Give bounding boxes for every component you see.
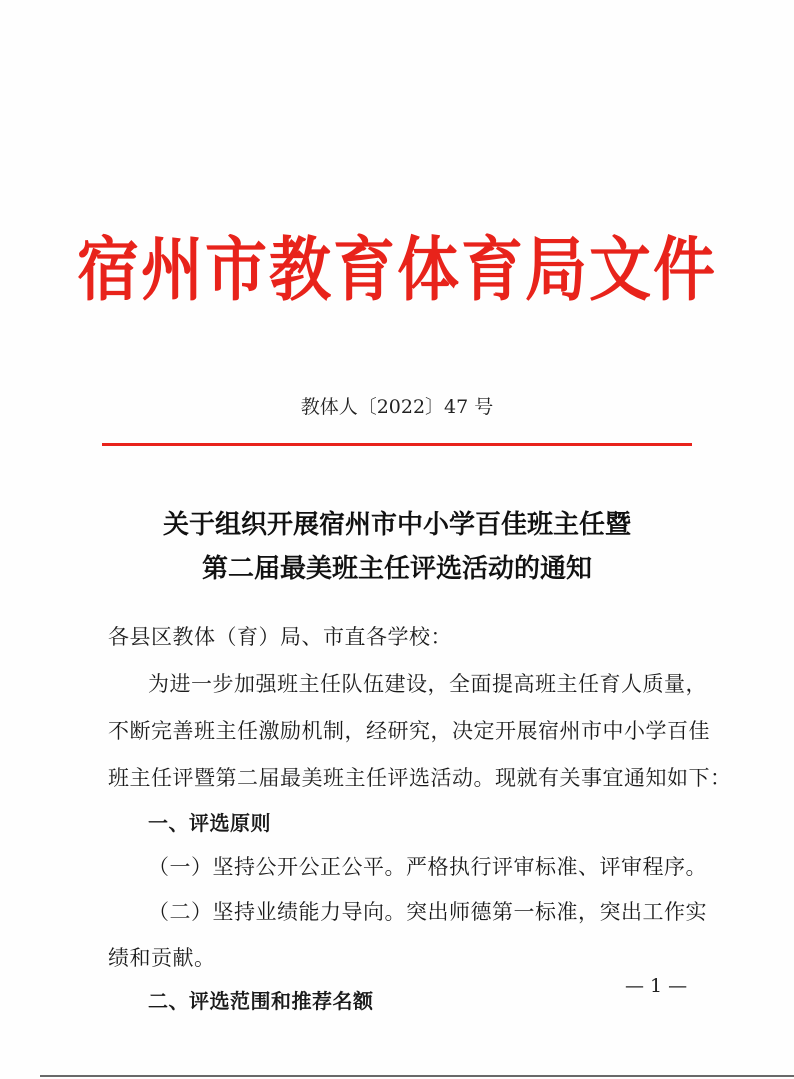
intro-line-3: 班主任评暨第二届最美班主任评选活动。现就有关事宜通知如下：: [108, 766, 732, 790]
section-1-heading: 一、评选原则: [148, 811, 271, 835]
page-number: — 1 —: [625, 975, 688, 997]
intro-line-1: 为进一步加强班主任队伍建设，全面提高班主任育人质量，: [148, 672, 707, 696]
notice-title-line-2: 第二届最美班主任评选活动的通知: [201, 554, 592, 584]
principle-1: （一）坚持公开公正公平。严格执行评审标准、评审程序。: [148, 855, 707, 879]
principle-2-line-1: （二）坚持业绩能力导向。突出师德第一标准，突出工作实: [148, 900, 707, 924]
document-number: 教体人〔2022〕47 号: [300, 396, 494, 418]
principle-2-line-2: 绩和贡献。: [108, 946, 216, 970]
document-header-title: 宿州市教育体育局文件: [76, 228, 717, 311]
red-divider-line: [102, 443, 692, 446]
section-2-heading: 二、评选范围和推荐名额: [148, 989, 374, 1013]
notice-title-line-1: 关于组织开展宿州市中小学百佳班主任暨: [162, 510, 631, 540]
scan-bottom-edge: [40, 1075, 794, 1077]
intro-line-2: 不断完善班主任激励机制，经研究，决定开展宿州市中小学百佳: [108, 719, 710, 743]
salutation: 各县区教体（育）局、市直各学校：: [108, 625, 452, 649]
